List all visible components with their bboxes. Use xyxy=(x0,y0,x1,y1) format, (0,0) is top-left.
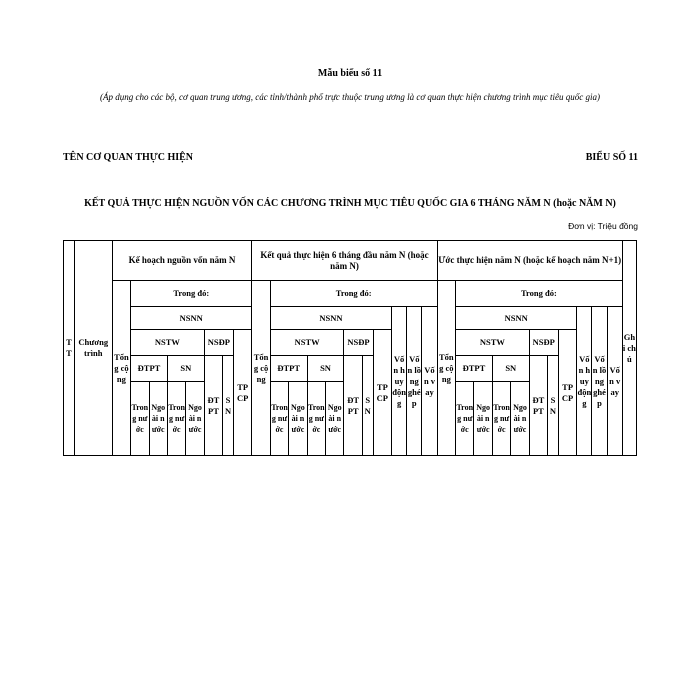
result-sn: SN xyxy=(307,356,344,382)
result-nsdp: NSĐP xyxy=(344,330,373,356)
plan-nsdp: NSĐP xyxy=(204,330,233,356)
plan-tpcp: TP CP xyxy=(233,330,251,456)
plan-nsnn: NSNN xyxy=(131,307,252,330)
estimate-nsnn: NSNN xyxy=(456,307,577,330)
plan-dtpt: ĐTPT xyxy=(131,356,168,382)
applicability-note: (Áp dụng cho các bộ, cơ quan trung ương, các tỉnh/thành phố trực thuộc trung ương là cơ quan thực hiện chương trình mục tiêu quốc gia) xyxy=(100,92,600,102)
plan-nsdp-dtpt: ĐT PT xyxy=(204,356,222,456)
col-stt: TT xyxy=(64,241,75,456)
result-nsdp-dtpt: ĐT PT xyxy=(344,356,362,456)
estimate-nstw: NSTW xyxy=(456,330,530,356)
result-nsnn: NSNN xyxy=(270,307,391,330)
col-program: Chương trình xyxy=(74,241,112,456)
plan-sn-domestic: Trong nước xyxy=(167,382,185,456)
estimate-loan: Vốn vay xyxy=(607,307,622,456)
result-nsdp-sn: SN xyxy=(362,356,373,456)
agency-label: TÊN CƠ QUAN THỰC HIỆN xyxy=(63,152,194,163)
result-integrated: Vốn lồng ghép xyxy=(407,307,422,456)
estimate-nsdp: NSĐP xyxy=(529,330,558,356)
plan-of-which: Trong đó: xyxy=(131,281,252,307)
estimate-tpcp: TP CP xyxy=(558,330,576,456)
result-nstw: NSTW xyxy=(270,330,344,356)
report-title: KẾT QUẢ THỰC HIỆN NGUỒN VỐN CÁC CHƯƠNG TRÌNH MỤC TIÊU QUỐC GIA 6 THÁNG NĂM N (hoặc NĂM N) xyxy=(84,198,616,209)
group-estimate: Ước thực hiện năm N (hoặc kế hoạch năm N+1) xyxy=(437,241,622,281)
result-tpcp: TP CP xyxy=(373,330,391,456)
estimate-mobilized: Vốn huy động xyxy=(577,307,592,456)
estimate-of-which: Trong đó: xyxy=(456,281,623,307)
result-sn-foreign: Ngoài nước xyxy=(326,382,344,456)
estimate-sn: SN xyxy=(492,356,529,382)
estimate-dtpt-domestic: Trong nước xyxy=(456,382,474,456)
result-dtpt-foreign: Ngoài nước xyxy=(289,382,307,456)
unit-note: Đơn vị: Triệu đồng xyxy=(568,221,638,231)
result-dtpt-domestic: Trong nước xyxy=(270,382,288,456)
estimate-dtpt: ĐTPT xyxy=(456,356,493,382)
plan-dtpt-foreign: Ngoài nước xyxy=(149,382,167,456)
plan-sn: SN xyxy=(167,356,204,382)
estimate-total: Tổng cộng xyxy=(437,281,455,456)
plan-nstw: NSTW xyxy=(131,330,205,356)
form-number: Mẫu biểu số 11 xyxy=(317,68,383,79)
header-row-1 xyxy=(64,241,637,281)
estimate-nsdp-sn: SN xyxy=(548,356,559,456)
plan-sn-foreign: Ngoài nước xyxy=(186,382,204,456)
result-mobilized: Vốn huy động xyxy=(392,307,407,456)
plan-nsdp-sn: SN xyxy=(223,356,234,456)
header-row-4 xyxy=(64,330,637,356)
result-loan: Vốn vay xyxy=(422,307,437,456)
result-sn-domestic: Trong nước xyxy=(307,382,325,456)
estimate-integrated: Vốn lồng ghép xyxy=(592,307,607,456)
group-result: Kết quả thực hiện 6 tháng đầu năm N (hoặc năm N) xyxy=(252,241,437,281)
estimate-sn-foreign: Ngoài nước xyxy=(511,382,529,456)
header-row-5 xyxy=(64,356,637,382)
col-note: Ghi chú xyxy=(622,241,636,456)
estimate-sn-domestic: Trong nước xyxy=(492,382,510,456)
estimate-dtpt-foreign: Ngoài nước xyxy=(474,382,492,456)
form-code: BIỂU SỐ 11 xyxy=(585,152,638,163)
plan-total: Tổng cộng xyxy=(112,281,130,456)
report-table xyxy=(63,240,637,456)
header-row-2 xyxy=(64,281,637,307)
group-plan: Kế hoạch nguồn vốn năm N xyxy=(112,241,252,281)
plan-dtpt-domestic: Trong nước xyxy=(131,382,149,456)
result-dtpt: ĐTPT xyxy=(270,356,307,382)
result-of-which: Trong đó: xyxy=(270,281,437,307)
result-total: Tổng cộng xyxy=(252,281,270,456)
header-row-3 xyxy=(64,307,637,330)
estimate-nsdp-dtpt: ĐT PT xyxy=(529,356,547,456)
